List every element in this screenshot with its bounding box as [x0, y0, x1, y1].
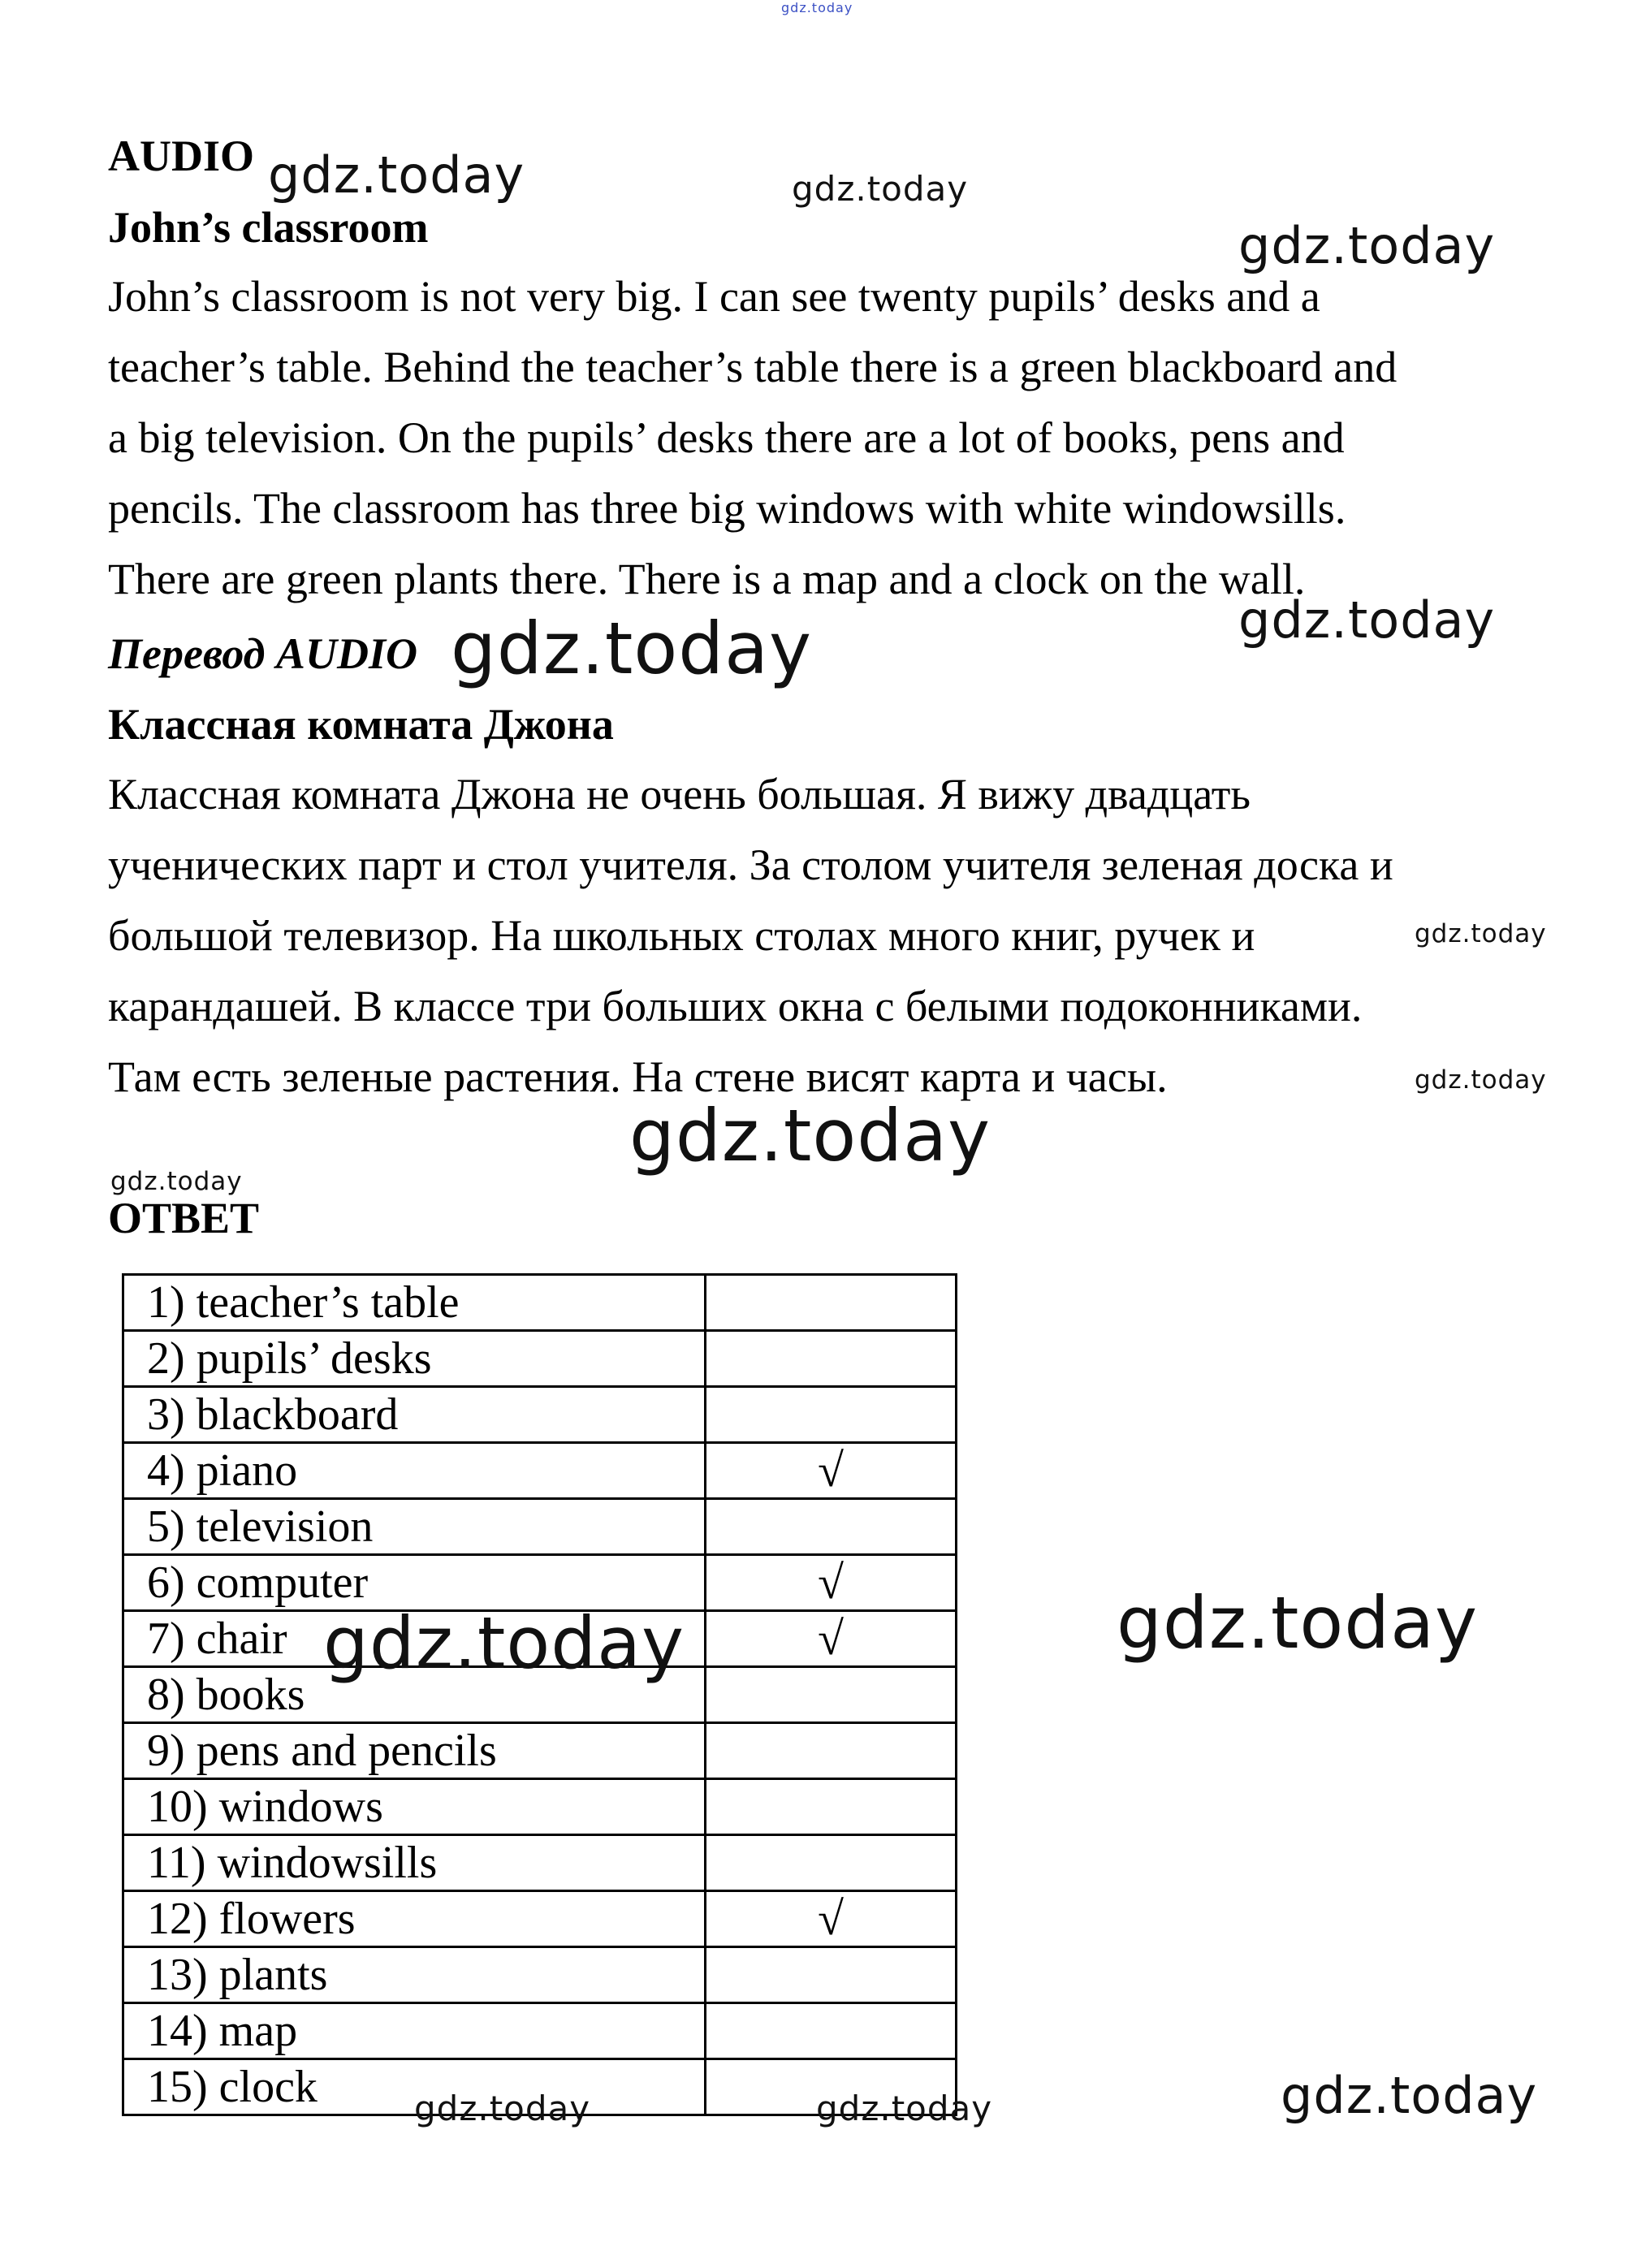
- answer-item: 9) pens and pencils: [123, 1723, 706, 1779]
- table-row: [123, 1835, 957, 1891]
- check-mark-icon: √: [818, 1444, 844, 1497]
- audio-title: John’s classroom: [108, 203, 429, 252]
- translation-title: Классная комната Джона: [108, 700, 614, 749]
- translation-line: карандашей. В классе три больших окна с белыми подоконниками.: [108, 982, 1363, 1030]
- audio-line: There are green plants there. There is a map and a clock on the wall.: [108, 555, 1306, 603]
- watermark: gdz.today: [781, 0, 853, 15]
- answer-item: 8) books: [123, 1667, 706, 1723]
- check-cell: [706, 2003, 957, 2059]
- audio-line: pencils. The classroom has three big windows with white windowsills.: [108, 484, 1346, 533]
- check-cell: [706, 1779, 957, 1835]
- audio-line: John’s classroom is not very big. I can see twenty pupils’ desks and a: [108, 272, 1320, 321]
- translation-label: Перевод AUDIO: [108, 629, 417, 678]
- check-cell: [706, 1443, 957, 1499]
- answer-label: ОТВЕТ: [108, 1194, 260, 1242]
- table-row: [123, 1947, 957, 2003]
- table-row: [123, 1723, 957, 1779]
- check-cell: [706, 1667, 957, 1723]
- check-cell: [706, 1331, 957, 1387]
- audio-label: AUDIO: [108, 132, 255, 180]
- answer-item: 4) piano: [123, 1443, 706, 1499]
- table-row: [123, 1331, 957, 1387]
- answer-item: 12) flowers: [123, 1891, 706, 1947]
- check-mark-icon: √: [818, 1556, 844, 1609]
- table-row: [123, 2003, 957, 2059]
- watermark: gdz.today: [1281, 2066, 1538, 2125]
- watermark: gdz.today: [1415, 919, 1547, 948]
- check-cell: [706, 1723, 957, 1779]
- answer-item: 2) pupils’ desks: [123, 1331, 706, 1387]
- answer-item: 1) teacher’s table: [123, 1275, 706, 1331]
- table-row: [123, 1275, 957, 1331]
- check-cell: [706, 1275, 957, 1331]
- table-row: [123, 1779, 957, 1835]
- audio-text: [108, 261, 1633, 615]
- watermark: gdz.today: [323, 1601, 685, 1685]
- check-cell: [706, 1499, 957, 1555]
- check-cell: [706, 1835, 957, 1891]
- table-row: [123, 1891, 957, 1947]
- answer-item: 6) computer: [123, 1555, 706, 1611]
- check-cell: [706, 1891, 957, 1947]
- watermark: gdz.today: [268, 145, 525, 205]
- answer-item: 10) windows: [123, 1779, 706, 1835]
- watermark: gdz.today: [1238, 216, 1496, 275]
- translation-line: ученических парт и стол учителя. За столом учителя зеленая доска и: [108, 840, 1393, 889]
- table-row: [123, 1499, 957, 1555]
- check-cell: [706, 1555, 957, 1611]
- check-mark-icon: √: [818, 1892, 844, 1945]
- watermark: gdz.today: [1415, 1065, 1547, 1095]
- audio-line: a big television. On the pupils’ desks there are a lot of books, pens and: [108, 413, 1345, 462]
- answer-item: 14) map: [123, 2003, 706, 2059]
- audio-line: teacher’s table. Behind the teacher’s table there is a green blackboard and: [108, 343, 1398, 391]
- translation-line: большой телевизор. На школьных столах много книг, ручек и: [108, 911, 1255, 960]
- answer-item: 7) chair: [123, 1611, 706, 1667]
- watermark: gdz.today: [414, 2089, 591, 2128]
- watermark: gdz.today: [792, 169, 969, 209]
- answer-table: [122, 1273, 957, 2116]
- table-row: [123, 1387, 957, 1443]
- watermark: gdz.today: [110, 1167, 243, 1196]
- translation-text: [108, 759, 1633, 1112]
- check-mark-icon: √: [818, 1612, 844, 1665]
- check-cell: [706, 1611, 957, 1667]
- answer-item: 3) blackboard: [123, 1387, 706, 1443]
- watermark: gdz.today: [1238, 590, 1496, 650]
- answer-item: 5) television: [123, 1499, 706, 1555]
- answer-item: 13) plants: [123, 1947, 706, 2003]
- watermark: gdz.today: [816, 2089, 993, 2128]
- watermark: gdz.today: [629, 1094, 991, 1177]
- answer-item: 11) windowsills: [123, 1835, 706, 1891]
- watermark: gdz.today: [1117, 1581, 1479, 1665]
- translation-line: Классная комната Джона не очень большая. Я вижу двадцать: [108, 770, 1251, 819]
- table-row: [123, 1443, 957, 1499]
- check-cell: [706, 1387, 957, 1443]
- watermark: gdz.today: [451, 607, 813, 690]
- answer-item: 15) clock: [123, 2059, 706, 2115]
- check-cell: [706, 1947, 957, 2003]
- translation-line: Там есть зеленые растения. На стене висят карта и часы.: [108, 1052, 1168, 1101]
